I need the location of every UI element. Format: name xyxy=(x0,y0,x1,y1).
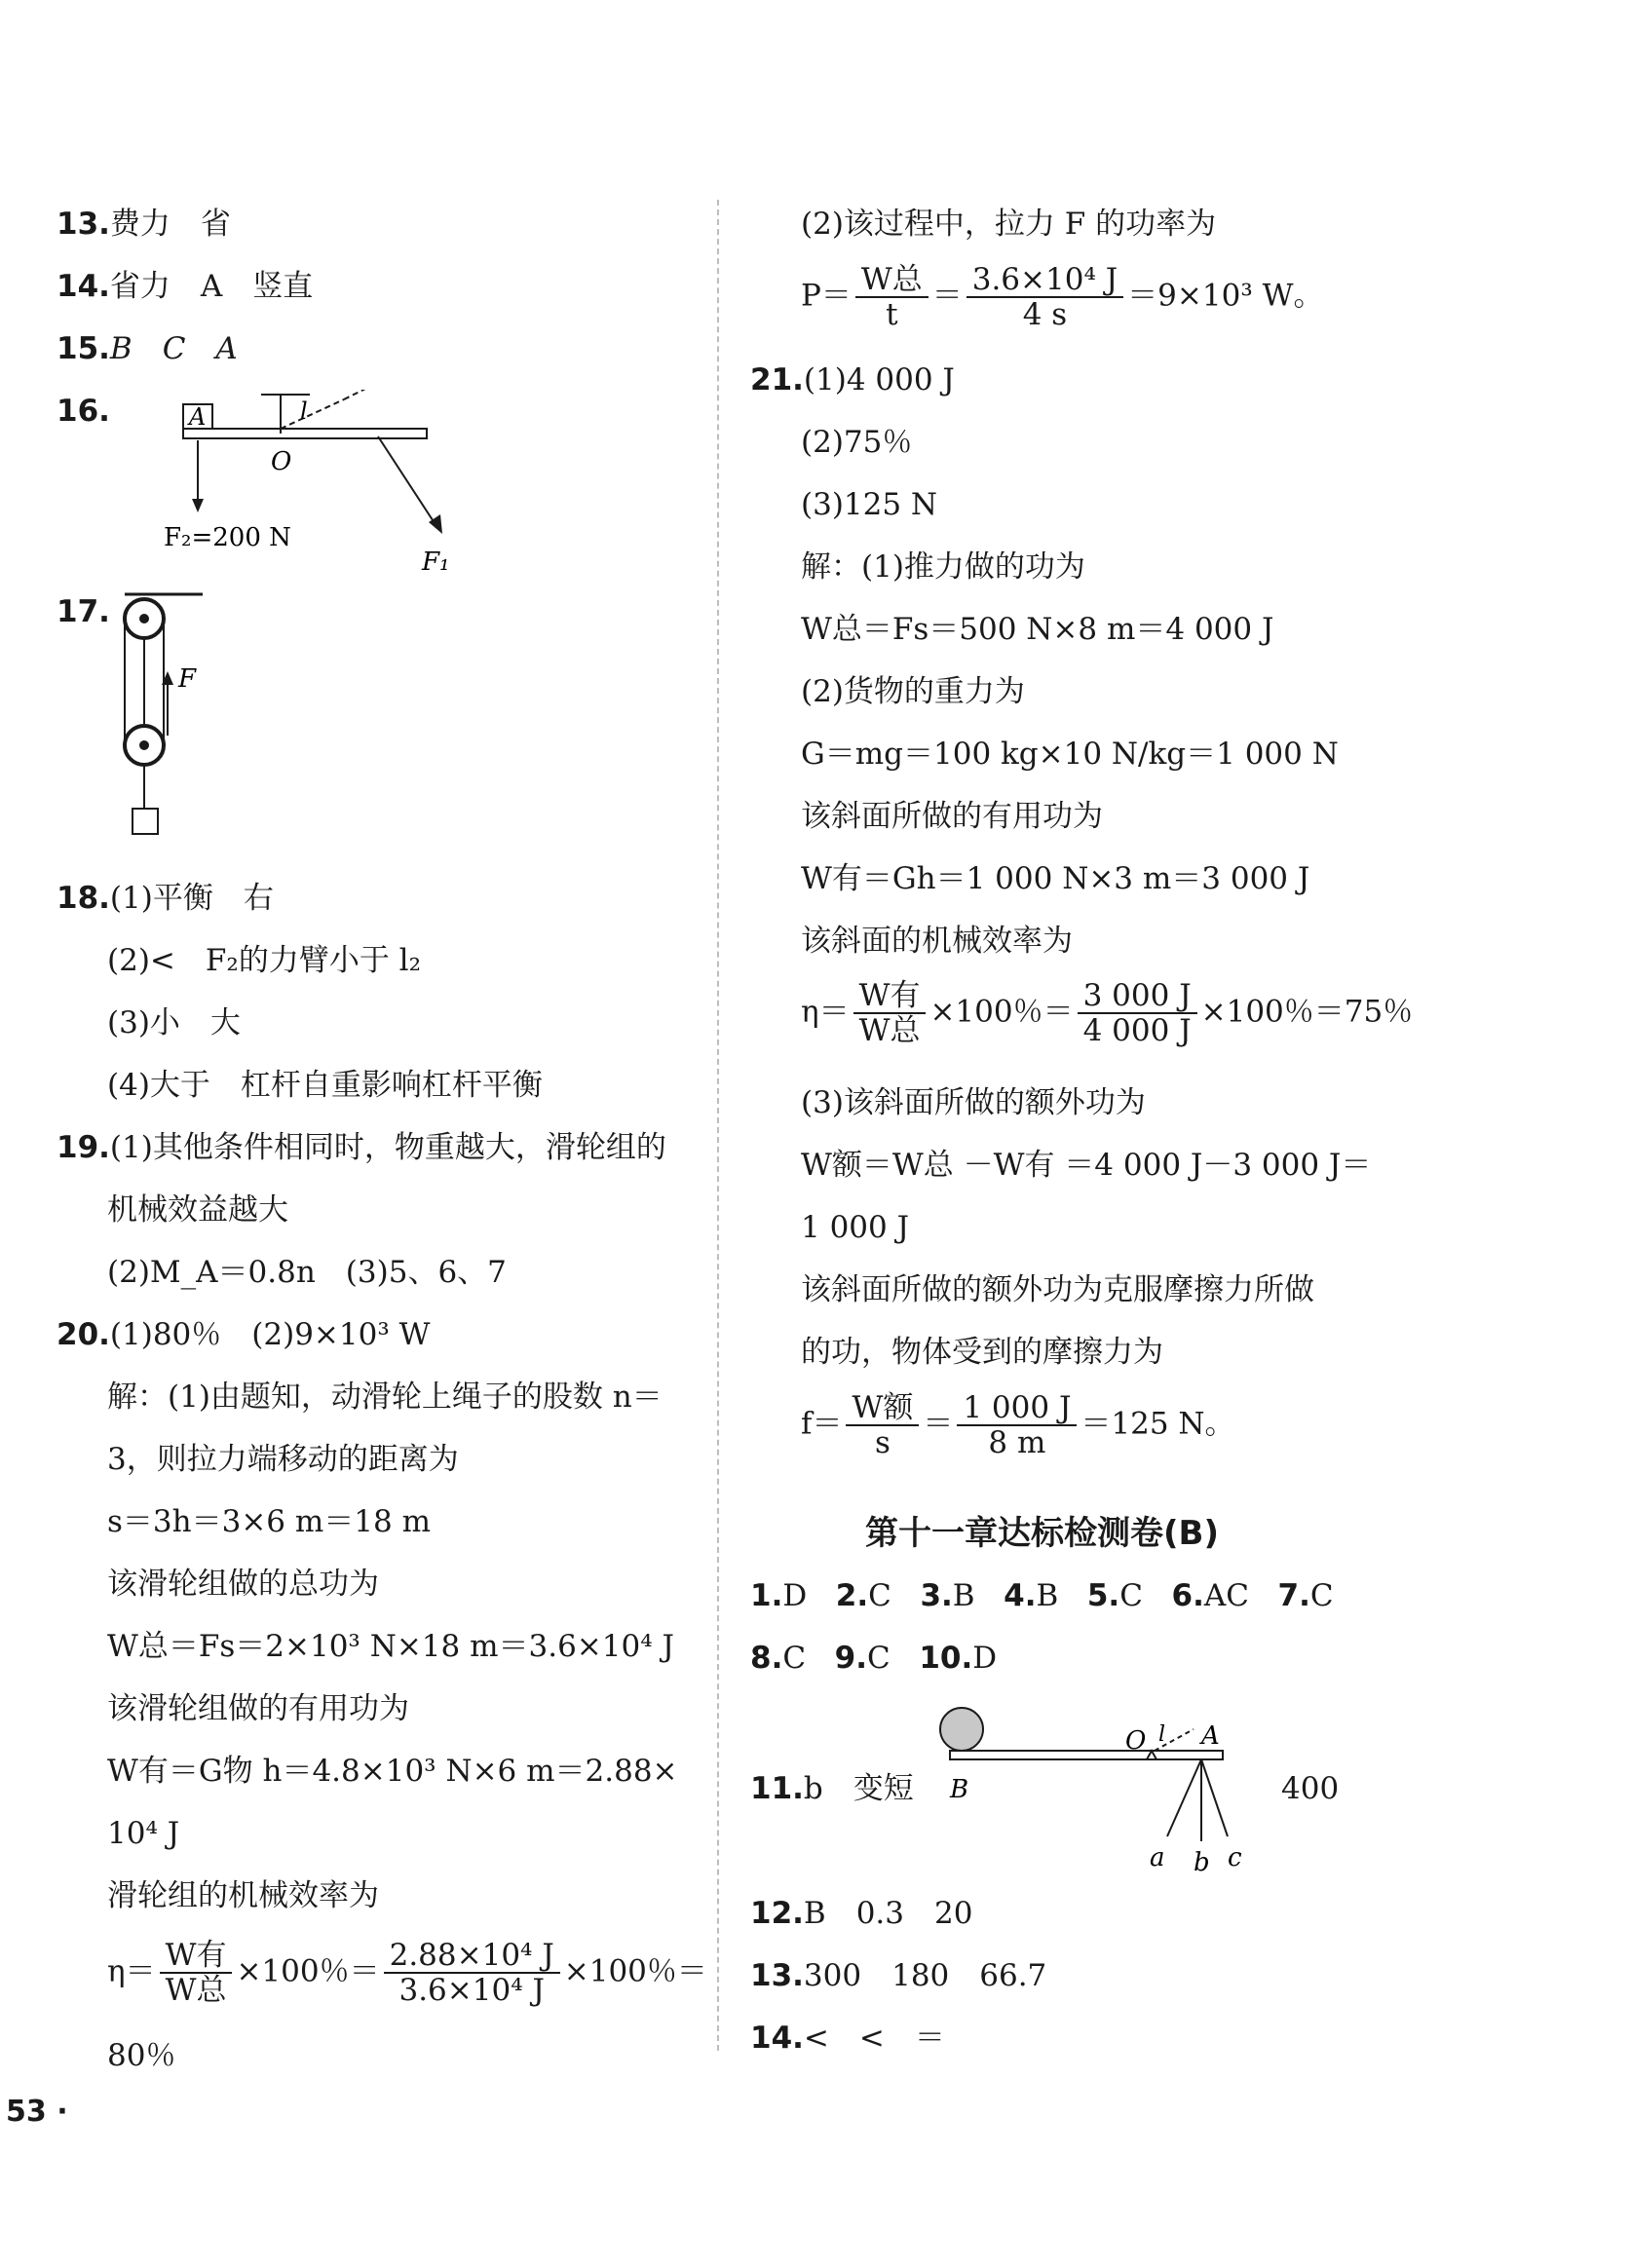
label-c: c xyxy=(1228,1843,1242,1872)
answer-19-line2: 机械效益越大 xyxy=(107,1192,288,1228)
answer-17-number: 17. xyxy=(57,594,110,629)
label-O: O xyxy=(271,447,292,476)
answer-21-friction-formula: f＝ $\frac{\text{W额}}{s}$ ＝ $\frac{1 000 J}{8 m}$ ＝125 N。 xyxy=(801,1390,1235,1460)
answer-21-line14: 该斜面所做的额外功为克服摩擦力所做 xyxy=(801,1272,1314,1307)
answer-15: 15.B C A xyxy=(57,331,238,366)
force-a-arrow xyxy=(1167,1759,1201,1836)
column-divider xyxy=(717,200,719,2051)
label-b: b xyxy=(1194,1848,1210,1875)
answer-21-line6: (2)货物的重力为 xyxy=(801,674,1025,709)
mc-answers-row1: 1.D 2.C 3.B 4.B 5.C 6.AC 7.C xyxy=(750,1578,1334,1613)
answer-20-line6: W总＝Fs＝2×10³ N×18 m＝3.6×10⁴ J xyxy=(107,1629,674,1664)
label-A: A xyxy=(1201,1721,1220,1751)
answer-20-line9: 10⁴ J xyxy=(107,1816,180,1851)
answer-14: 14.省力 A 竖直 xyxy=(57,269,314,304)
answer-19-line3: (2)M_A＝0.8n (3)5、6、7 xyxy=(107,1255,507,1290)
ball xyxy=(940,1708,983,1751)
answer-20-line10: 滑轮组的机械效率为 xyxy=(107,1878,379,1913)
label-F2: F₂=200 N xyxy=(164,523,291,552)
answer-21-line2: (2)75％ xyxy=(801,425,913,460)
answer-13: 13.费力 省 xyxy=(57,207,231,242)
answer-18-line1: 18.(1)平衡 右 xyxy=(57,881,274,916)
power-formula: P＝ $\frac{\text{W总}}{t}$ ＝ $\frac{\text{3.6×10⁴ J}}{4 s}$ ＝9×10³ W。 xyxy=(801,262,1324,332)
answer-19-line1: 19.(1)其他条件相同时，物重越大，滑轮组的 xyxy=(57,1130,666,1165)
answer-14-right: 14.< < ＝ xyxy=(750,2021,945,2056)
answer-12: 12.B 0.3 20 xyxy=(750,1896,973,1931)
fixed-pulley-axle xyxy=(139,614,149,624)
pulley-diagram-17 xyxy=(105,589,261,852)
answer-20-line11: 80％ xyxy=(107,2038,176,2073)
lever-bar xyxy=(950,1751,1223,1759)
answer-21-line11: (3)该斜面所做的额外功为 xyxy=(801,1085,1146,1120)
answer-18-line2: (2)< F₂的力臂小于 l₂ xyxy=(107,943,422,978)
weight-block xyxy=(133,809,158,834)
label-a: a xyxy=(1150,1843,1165,1872)
answer-11-value: 400 xyxy=(1281,1771,1340,1806)
answer-20-line2: 解：(1)由题知，动滑轮上绳子的股数 n＝ xyxy=(107,1380,663,1415)
answer-18-line3: (3)小 大 xyxy=(107,1005,241,1040)
lever-bar xyxy=(183,429,427,438)
arrowhead-F2 xyxy=(192,499,204,512)
answer-20-line8: W有＝G物 h＝4.8×10³ N×6 m＝2.88× xyxy=(107,1754,678,1789)
answer-11: 11.b 变短 xyxy=(750,1771,914,1806)
answer-21-line1: 21.(1)4 000 J xyxy=(750,362,955,397)
answer-20-line5: 该滑轮组做的总功为 xyxy=(107,1567,379,1602)
answer-20-line4: s＝3h＝3×6 m＝18 m xyxy=(107,1504,431,1539)
label-F1: F₁ xyxy=(422,548,450,575)
answer-21-line12: W额＝W总 －W有 ＝4 000 J－3 000 J＝ xyxy=(801,1148,1372,1183)
lever-diagram-11 xyxy=(930,1700,1281,1875)
answer-13-right: 13.300 180 66.7 xyxy=(750,1958,1047,1993)
lever-arm-dashed xyxy=(281,399,344,429)
fulcrum xyxy=(1147,1751,1156,1759)
answer-21-line10: 该斜面的机械效率为 xyxy=(801,924,1073,959)
answer-21-line9: W有＝Gh＝1 000 N×3 m＝3 000 J xyxy=(801,861,1310,896)
label-l: l xyxy=(300,397,308,425)
answer-21-line8: 该斜面所做的有用功为 xyxy=(801,799,1103,834)
answer-21-line5: W总＝Fs＝500 N×8 m＝4 000 J xyxy=(801,612,1274,647)
movable-pulley-axle xyxy=(139,740,149,750)
answer-20-line1: 20.(1)80％ (2)9×10³ W xyxy=(57,1317,431,1352)
force-line-extension xyxy=(344,390,383,399)
force-c-arrow xyxy=(1201,1759,1228,1836)
answer-21-line15: 的功，物体受到的摩擦力为 xyxy=(801,1335,1163,1370)
answer-16-number: 16. xyxy=(57,394,110,429)
answer-21-line7: G＝mg＝100 kg×10 N/kg＝1 000 N xyxy=(801,737,1339,772)
label-l: l xyxy=(1158,1722,1166,1747)
answer-20-line3: 3，则拉力端移动的距离为 xyxy=(107,1442,459,1477)
answer-20-line7: 该滑轮组做的有用功为 xyxy=(107,1691,409,1726)
answer-20-efficiency-formula: η＝ $\frac{\text{W有}}{\text{W总}}$ ×100％＝ $\frac{\text{2.88×10⁴ J}}{\text{3.6×10⁴ J}}$ ×100％＝ xyxy=(107,1938,707,2008)
answer-21-line13: 1 000 J xyxy=(801,1210,910,1245)
label-A: A xyxy=(189,403,207,431)
lever-diagram-16 xyxy=(105,390,456,575)
power-intro: (2)该过程中，拉力 F 的功率为 xyxy=(801,207,1217,242)
label-B: B xyxy=(950,1775,969,1804)
page-number: 53 · xyxy=(6,2095,68,2129)
label-O: O xyxy=(1125,1726,1147,1756)
force-F1-arrow xyxy=(378,436,436,526)
answer-21-line3: (3)125 N xyxy=(801,487,938,522)
mc-answers-row2: 8.C 9.C 10.D xyxy=(750,1641,998,1676)
section-heading: 第十一章达标检测卷(B) xyxy=(865,1514,1219,1553)
label-F: F xyxy=(178,664,197,694)
answer-18-line4: (4)大于 杠杆自重影响杠杆平衡 xyxy=(107,1068,543,1103)
answer-21-efficiency-formula: η＝ $\frac{\text{W有}}{\text{W总}}$ ×100％＝ $\frac{3 000 J}{4 000 J}$ ×100％＝75％ xyxy=(801,978,1414,1048)
answer-21-line4: 解：(1)推力做的功为 xyxy=(801,549,1085,585)
